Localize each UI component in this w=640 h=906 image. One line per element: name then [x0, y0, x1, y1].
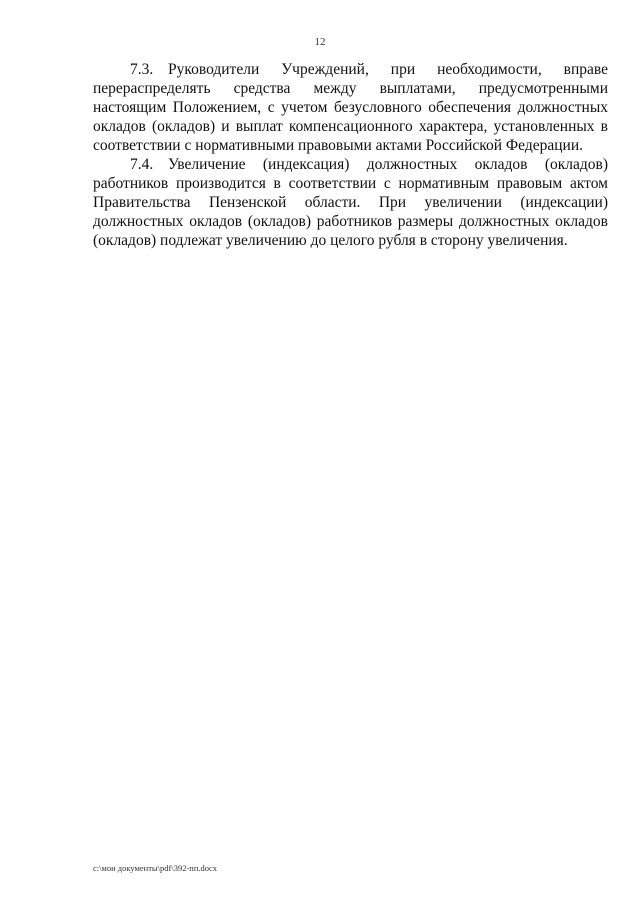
paragraph-number: 7.4. [130, 156, 154, 173]
paragraph-7-4 [93, 155, 608, 250]
paragraph-7-3 [93, 60, 608, 155]
paragraph-text: Увеличение (индексация) должностных окладов (окладов) работников производится в соответствии с нормативным правовым актом Правительства Пензенской области. При увеличении (индексации) должностных окладов (окладов) работников размеры должностных окладов (окладов) подлежат увеличению до целого рубля в сторону увеличения. [93, 156, 608, 249]
page-number: 12 [314, 36, 326, 48]
paragraph-number: 7.3. [130, 61, 154, 78]
footer-file-path: c:\мои документы\pdf\392-пп.docx [93, 863, 218, 873]
paragraph-text: Руководители Учреждений, при необходимости, вправе перераспределять средства между выплатами, предусмотренными настоящим Положением, с учетом безусловного обеспечения должностных окладов (окладов) и выплат компенсационного характера, установленных в соответствии с нормативными правовыми актами Российской Федерации. [93, 61, 608, 154]
document-body [93, 60, 608, 250]
